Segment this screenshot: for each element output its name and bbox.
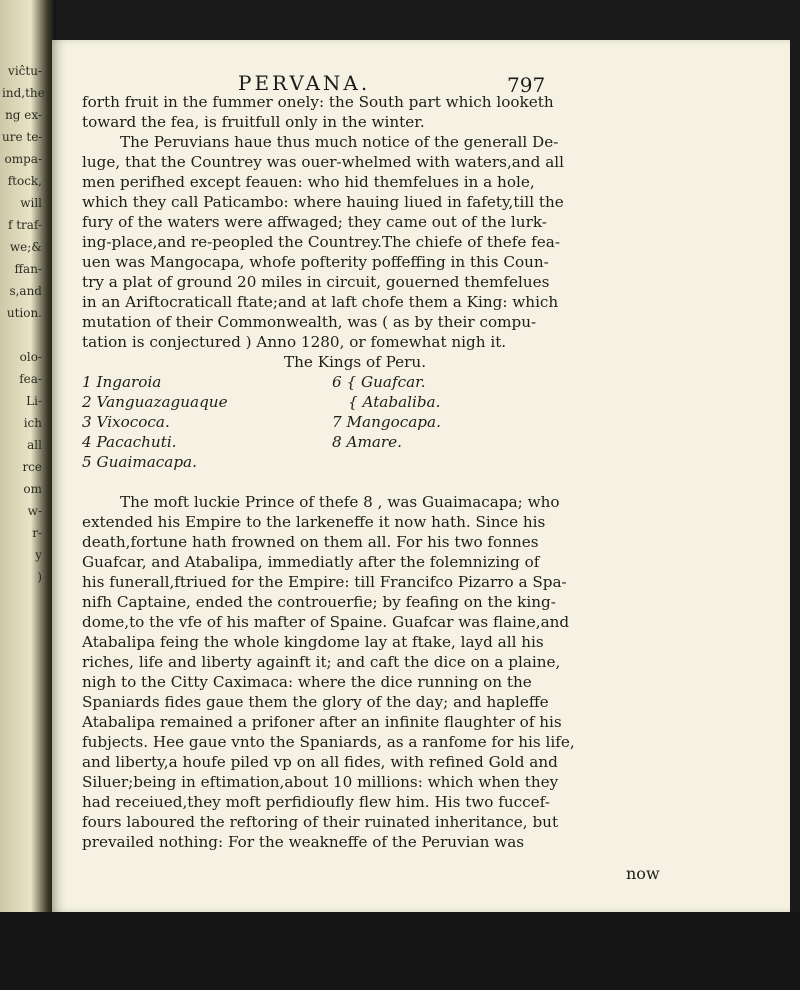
catchword: now — [626, 864, 660, 883]
text-line: in an Ariftocraticall ftate;and at laft chofe them a King: which — [82, 293, 559, 311]
text-line: The moft luckie Prince of thefe 8 , was Guaimacapa; who — [120, 493, 560, 511]
text-line: ing-place,and re-peopled the Countrey.The chiefe of thefe fea- — [82, 233, 560, 251]
text-line: uen was Mangocapa, whofe pofterity poffeffing in this Coun- — [82, 253, 549, 271]
kings-list-left — [82, 372, 228, 472]
paragraph-2 — [82, 132, 782, 352]
text-line: tation is conjectured ) Anno 1280, or fomewhat nigh it. — [82, 333, 507, 351]
king-entry: 7 Mangocapa. — [332, 413, 441, 431]
text-line: riches, life and liberty againft it; and caft the dice on a plaine, — [82, 653, 561, 671]
king-entry: 1 Ingaroia — [82, 373, 162, 391]
paragraph-1 — [82, 92, 782, 132]
margin-fragment: s,and — [9, 284, 42, 298]
margin-fragment: olo- — [19, 350, 42, 364]
margin-fragment: ) — [37, 570, 42, 584]
king-entry: 5 Guaimacapa. — [82, 453, 197, 471]
text-line: mutation of their Commonwealth, was ( as by their compu- — [82, 313, 537, 331]
kings-list — [82, 372, 782, 492]
book-page — [52, 40, 790, 912]
text-line: fubjects. Hee gaue vnto the Spaniards, as a ranfome for his life, — [82, 733, 575, 751]
king-entry: 3 Vixococa. — [82, 413, 170, 431]
text-line: forth fruit in the fummer onely: the South part which looketh — [82, 93, 554, 111]
margin-fragment: ompa- — [4, 152, 42, 166]
running-head: PERVANA. — [238, 71, 371, 95]
margin-fragment: f traf- — [7, 218, 42, 232]
text-line: Guafcar, and Atabalipa, immediatly after the folemnizing of — [82, 553, 540, 571]
margin-fragment: we;& — [9, 240, 42, 254]
text-line: Atabalipa feing the whole kingdome lay at ftake, layd all his — [82, 633, 544, 651]
margin-fragment: ution. — [6, 306, 42, 320]
paragraph-3 — [82, 492, 782, 852]
text-line: extended his Empire to the larkeneffe it now hath. Since his — [82, 513, 546, 531]
margin-fragment: ftock, — [7, 174, 42, 188]
text-line: try a plat of ground 20 miles in circuit, gouerned themfelues — [82, 273, 550, 291]
text-line: death,fortune hath frowned on them all. For his two fonnes — [82, 533, 539, 551]
margin-fragment: fea- — [19, 372, 42, 386]
text-line: dome,to the vfe of his mafter of Spaine. Guafcar was flaine,and — [82, 613, 570, 631]
page-number: 797 — [507, 73, 546, 97]
text-line: which they call Paticambo: where hauing liued in fafety,till the — [82, 193, 564, 211]
margin-fragment: viĉtu- — [8, 64, 42, 78]
margin-fragment: om — [23, 482, 42, 496]
text-line: nifh Captaine, ended the controuerfie; by feafing on the king- — [82, 593, 556, 611]
margin-fragment: will — [20, 196, 42, 210]
text-line: prevailed nothing: For the weakneffe of the Peruvian was — [82, 833, 525, 851]
margin-fragment: Li- — [26, 394, 42, 408]
kings-heading: The Kings of Peru. — [284, 353, 427, 371]
margin-fragment: ffan- — [14, 262, 42, 276]
margin-fragment: ng ex- — [5, 108, 42, 122]
text-line: fours laboured the reftoring of their ruinated inheritance, but — [82, 813, 559, 831]
text-line: The Peruvians haue thus much notice of the generall De- — [120, 133, 559, 151]
text-line: luge, that the Countrey was ouer-whelmed with waters,and all — [82, 153, 564, 171]
kings-list-right — [332, 372, 441, 452]
king-entry: 6 { Guafcar. — [332, 373, 426, 391]
margin-fragment — [2, 324, 42, 346]
margin-fragment: r- — [32, 526, 42, 540]
margin-fragment: rce — [22, 460, 42, 474]
adjacent-page-fragments — [2, 60, 45, 588]
king-entry: { Atabaliba. — [348, 393, 441, 411]
text-line: nigh to the Citty Caximaca: where the dice running on the — [82, 673, 532, 691]
king-entry: 2 Vanguazaguaque — [82, 393, 228, 411]
text-line: had receiued,they moft perfidioufly flew him. His two fuccef- — [82, 793, 550, 811]
text-line: and liberty,a houfe piled vp on all fides, with refined Gold and — [82, 753, 558, 771]
margin-fragment: y — [35, 548, 42, 562]
body-text — [82, 92, 782, 852]
text-line: toward the fea, is fruitfull only in the winter. — [82, 113, 425, 131]
margin-fragment: ure te- — [2, 130, 43, 144]
text-line: fury of the waters were affwaged; they came out of the lurk- — [82, 213, 547, 231]
king-entry: 4 Pacachuti. — [82, 433, 177, 451]
king-entry: 8 Amare. — [332, 433, 402, 451]
text-line: Siluer;being in eftimation,about 10 millions: which when they — [82, 773, 559, 791]
margin-fragment: ind,the — [2, 86, 45, 100]
text-line: Atabalipa remained a prifoner after an infinite flaughter of his — [82, 713, 562, 731]
margin-fragment: w- — [27, 504, 42, 518]
text-line: his funerall,ftriued for the Empire: till Francifco Pizarro a Spa- — [82, 573, 567, 591]
scan-background — [0, 912, 800, 990]
margin-fragment: all — [27, 438, 42, 452]
adjacent-page-strip — [0, 0, 56, 990]
text-line: Spaniards fides gaue them the glory of the day; and hapleffe — [82, 693, 549, 711]
text-line: men perifhed except feauen: who hid themfelues in a hole, — [82, 173, 535, 191]
margin-fragment: ich — [23, 416, 42, 430]
